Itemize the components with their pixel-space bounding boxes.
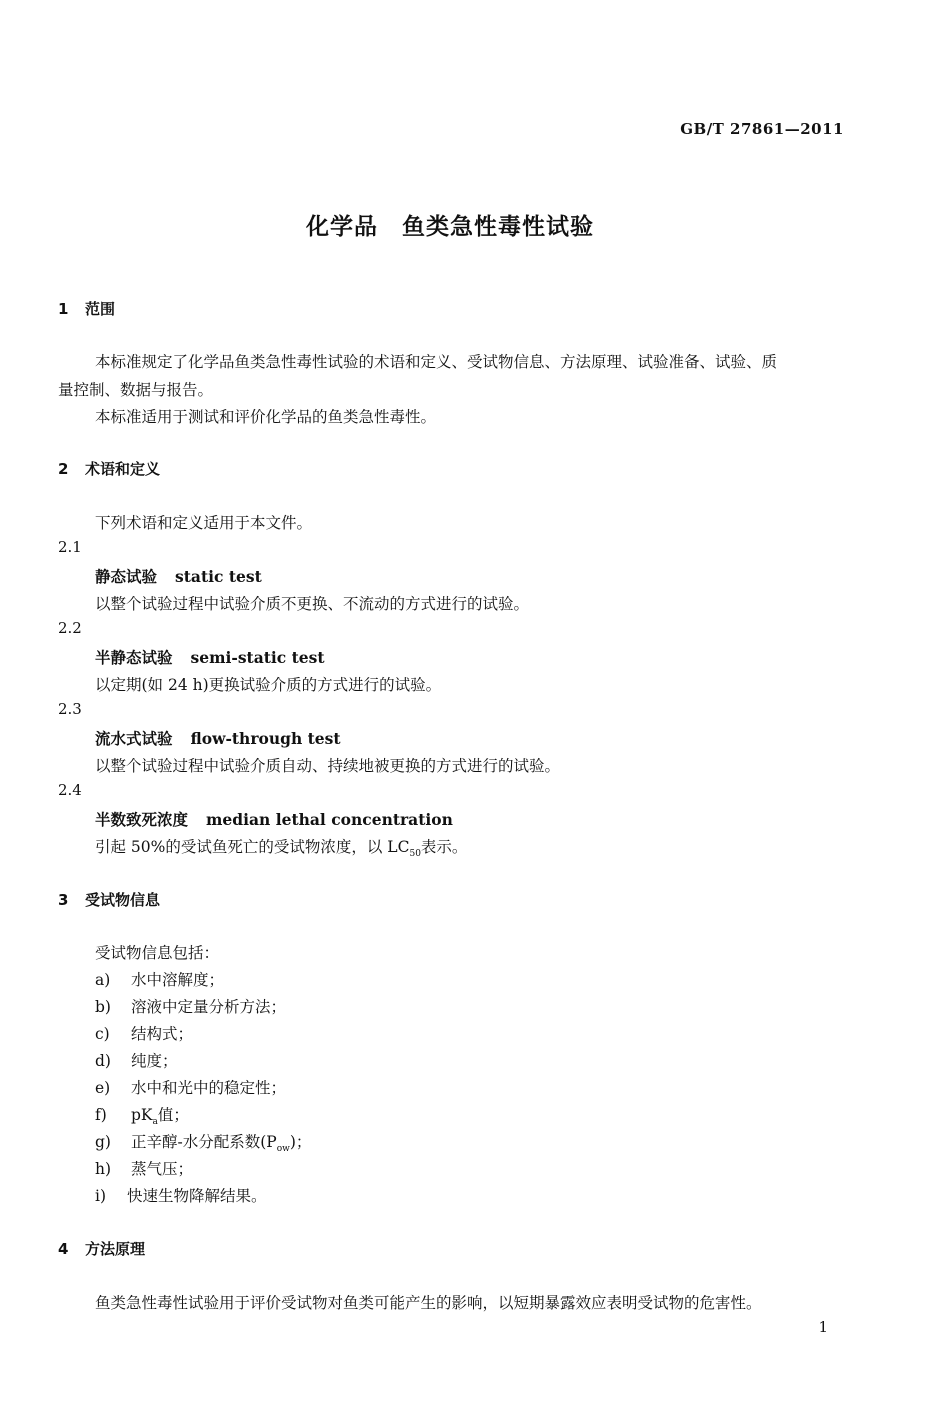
list-text: 快速生物降解结果。: [127, 1187, 267, 1205]
section-intro: 受试物信息包括：: [95, 944, 220, 962]
section-number: 4: [58, 1240, 69, 1258]
paragraph-line: 本标准规定了化学品鱼类急性毒性试验的术语和定义、受试物信息、方法原理、试验准备、试验、质: [95, 353, 778, 371]
definition-text: 引起 50%的受试鱼死亡的受试物浓度，以 LC: [95, 838, 410, 856]
list-label: d): [95, 1052, 111, 1070]
clause-number: 2.2: [58, 619, 82, 637]
list-text: pK: [131, 1106, 153, 1124]
list-label: h): [95, 1160, 112, 1178]
list-text: 水中溶解度；: [131, 971, 225, 989]
list-text: 值；: [157, 1106, 189, 1124]
document-title: 化学品 鱼类急性毒性试验: [306, 214, 594, 240]
paragraph-line: 量控制、数据与报告。: [58, 381, 214, 399]
page-number: 1: [818, 1318, 828, 1336]
term-heading: [95, 727, 341, 749]
list-label: f): [95, 1106, 107, 1124]
term-definition: 以整个试验过程中试验介质不更换、不流动的方式进行的试验。: [95, 595, 530, 613]
term-chinese: 流水式试验: [95, 729, 173, 748]
list-text: 溶液中定量分析方法；: [131, 998, 287, 1016]
list-item: [95, 1049, 178, 1071]
term-chinese: 半数致死浓度: [95, 810, 189, 829]
term-english: static test: [175, 567, 262, 586]
section-title: 受试物信息: [85, 891, 161, 909]
clause-number: 2.3: [58, 700, 82, 718]
list-text: )；: [289, 1133, 312, 1151]
term-english: flow-through test: [190, 729, 341, 748]
term-chinese: 半静态试验: [95, 648, 173, 667]
list-label: c): [95, 1025, 110, 1043]
list-text: 正辛醇-水分配系数(P: [131, 1133, 277, 1151]
term-heading: [95, 646, 325, 668]
list-label: e): [95, 1079, 111, 1097]
term-definition: [95, 835, 467, 859]
term-definition: 以整个试验过程中试验介质自动、持续地被更换的方式进行的试验。: [95, 757, 561, 775]
list-text: 结构式；: [131, 1025, 194, 1043]
list-item: [95, 1022, 193, 1044]
subscript: ow: [276, 1144, 290, 1155]
list-item: [95, 1157, 193, 1179]
section-title: 范围: [85, 300, 116, 318]
term-english: median lethal concentration: [206, 810, 453, 829]
section-1-heading: [58, 298, 115, 319]
list-label: g): [95, 1133, 111, 1151]
section-number: 2: [58, 460, 69, 478]
list-item: [95, 995, 286, 1017]
paragraph-line: 本标准适用于测试和评价化学品的鱼类急性毒性。: [95, 408, 437, 426]
paragraph-line: 鱼类急性毒性试验用于评价受试物对鱼类可能产生的影响，以短期暴露效应表明受试物的危害性。: [95, 1294, 762, 1312]
list-item: [95, 1130, 311, 1154]
term-definition: 以定期(如 24 h)更换试验介质的方式进行的试验。: [95, 676, 442, 694]
section-3-heading: [58, 889, 160, 910]
list-label: b): [95, 998, 111, 1016]
list-text: 纯度；: [131, 1052, 178, 1070]
list-item: [95, 968, 224, 990]
clause-number: 2.1: [58, 538, 82, 556]
list-item: [95, 1103, 189, 1127]
term-heading: [95, 565, 262, 587]
list-label: a): [95, 971, 111, 989]
subscript: a: [152, 1117, 158, 1128]
list-text: 水中和光中的稳定性；: [131, 1079, 287, 1097]
section-4-heading: [58, 1238, 145, 1259]
section-number: 3: [58, 891, 69, 909]
term-heading: [95, 808, 453, 830]
term-chinese: 静态试验: [95, 567, 158, 586]
list-label: i): [95, 1187, 107, 1205]
definition-text: 表示。: [420, 838, 468, 856]
list-item: [95, 1076, 286, 1098]
term-english: semi-static test: [190, 648, 325, 667]
section-intro: 下列术语和定义适用于本文件。: [95, 514, 313, 532]
subscript: 50: [409, 849, 421, 860]
list-item: [95, 1184, 267, 1206]
section-number: 1: [58, 300, 69, 318]
section-title: 方法原理: [85, 1240, 146, 1258]
section-title: 术语和定义: [85, 460, 161, 478]
section-2-heading: [58, 458, 160, 479]
standard-code: GB/T 27861—2011: [680, 120, 844, 138]
clause-number: 2.4: [58, 781, 82, 799]
list-text: 蒸气压；: [131, 1160, 194, 1178]
